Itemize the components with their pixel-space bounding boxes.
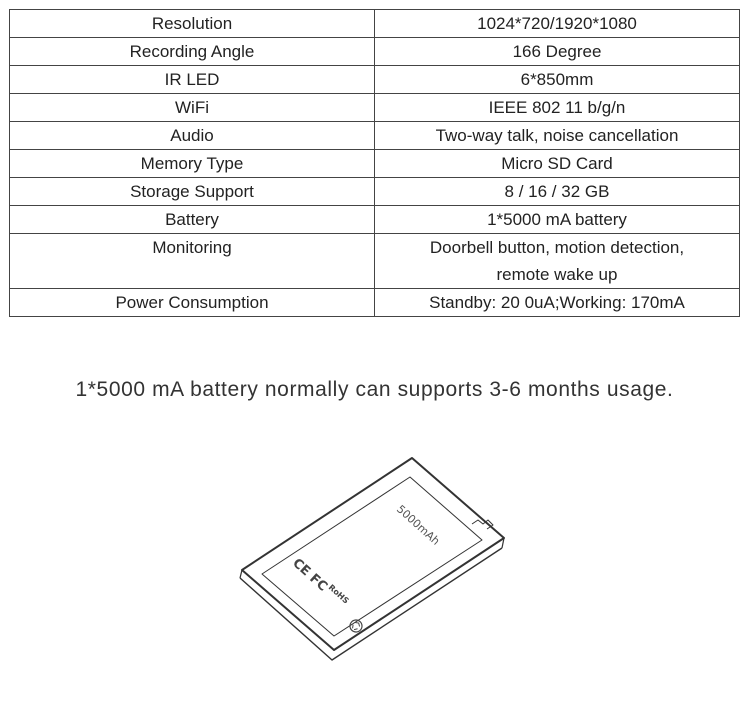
table-row	[10, 150, 740, 178]
battery-note: 1*5000 mA battery normally can supports 3-6 months usage.	[75, 378, 674, 401]
table-row	[10, 94, 740, 122]
table-row	[10, 206, 740, 234]
spec-key: Recording Angle	[10, 38, 375, 66]
battery-label-area	[262, 477, 482, 636]
ce-fc-mark-icon: CE FC	[289, 555, 331, 595]
spec-value: 6*850mm	[375, 66, 740, 94]
spec-key: IR LED	[10, 66, 375, 94]
rohs-mark-icon: RoHS	[326, 582, 351, 606]
table-row	[10, 178, 740, 206]
battery-capacity-label: 5000mAh	[393, 502, 443, 548]
spec-key: Power Consumption	[10, 289, 375, 317]
spec-value-line: remote wake up	[496, 265, 618, 284]
spec-value: Two-way talk, noise cancellation	[375, 122, 740, 150]
spec-value-line: Doorbell button, motion detection,	[429, 238, 685, 257]
spec-value: 8 / 16 / 32 GB	[375, 178, 740, 206]
spec-value: Micro SD Card	[375, 150, 740, 178]
table-row	[10, 10, 740, 38]
table-row	[10, 66, 740, 94]
spec-key: Storage Support	[10, 178, 375, 206]
spec-value: 1*5000 mA battery	[375, 206, 740, 234]
table-row	[10, 122, 740, 150]
spec-value	[375, 234, 740, 289]
spec-key: WiFi	[10, 94, 375, 122]
spec-key: Battery	[10, 206, 375, 234]
spec-value: 1024*720/1920*1080	[375, 10, 740, 38]
spec-value: 166 Degree	[375, 38, 740, 66]
spec-table	[9, 9, 740, 317]
spec-value: IEEE 802 11 b/g/n	[375, 94, 740, 122]
spec-key: Resolution	[10, 10, 375, 38]
spec-key: Audio	[10, 122, 375, 150]
spec-value: Standby: 20 0uA;Working: 170mA	[375, 289, 740, 317]
spec-key: Memory Type	[10, 150, 375, 178]
table-row	[10, 289, 740, 317]
table-row	[10, 234, 740, 289]
battery-outline	[242, 458, 504, 650]
battery-illustration	[236, 450, 526, 710]
spec-key: Monitoring	[10, 234, 375, 289]
table-row	[10, 38, 740, 66]
